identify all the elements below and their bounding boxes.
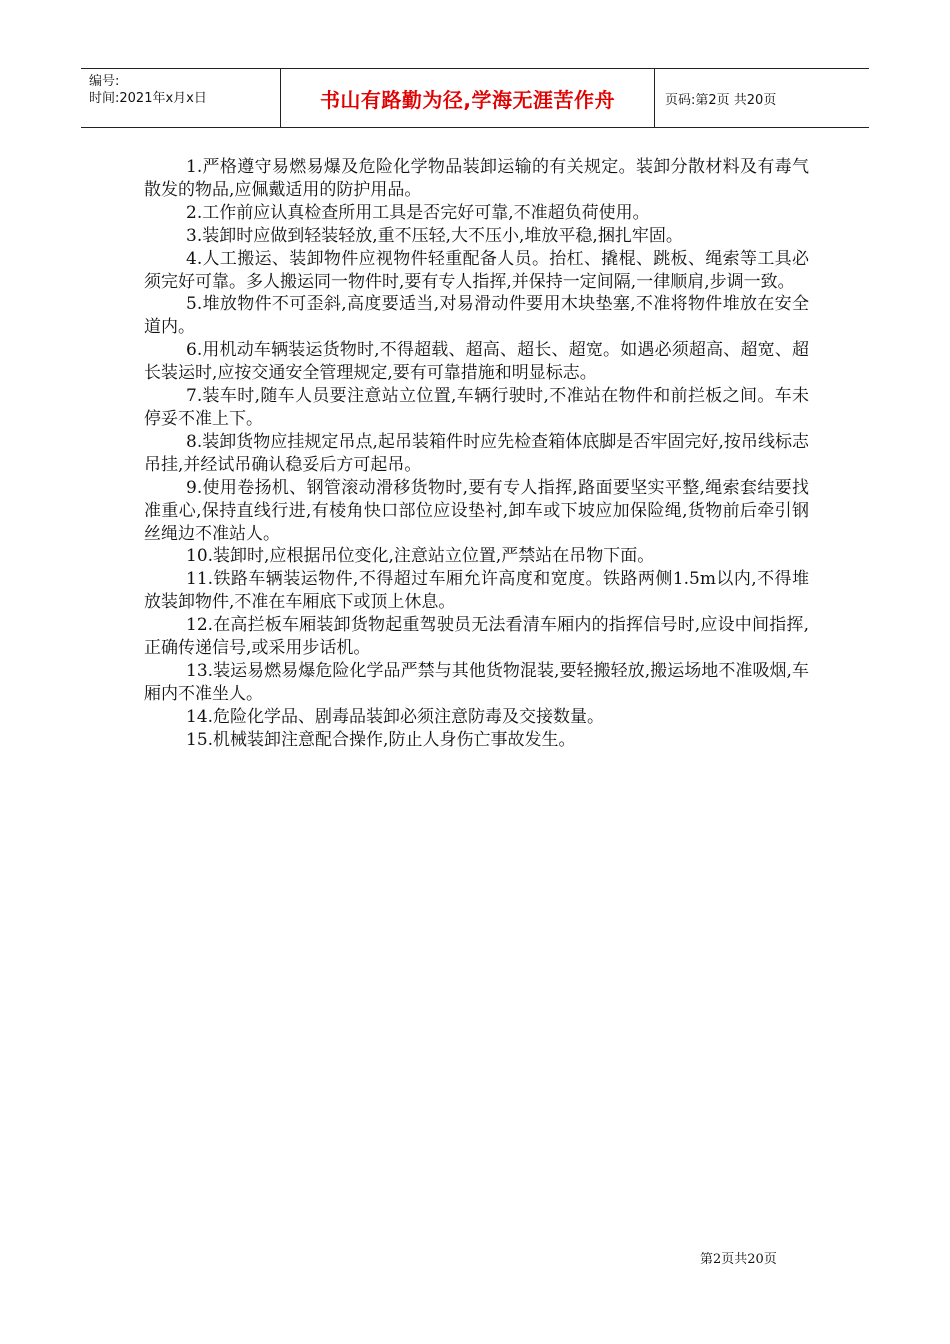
paragraph-9: 9.使用卷扬机、钢管滚动滑移货物时,要有专人指挥,路面要坚实平整,绳索套结要找准重心,保持直线行进,有棱角快口部位应设垫衬,卸车或下坡应加保险绳,货物前后牵引钢丝绳边不准站人。: [144, 477, 809, 544]
paragraph-12: 12.在高拦板车厢装卸货物起重驾驶员无法看清车厢内的指挥信号时,应设中间指挥,正确传递信号,或采用步话机。: [144, 615, 809, 659]
document-number-label: 编号:: [89, 74, 120, 89]
header-meta: [81, 69, 281, 127]
paragraph-7: 7.装车时,随车人员要注意站立位置,车辆行驶时,不准站在物件和前拦板之间。车未停妥不准上下。: [144, 386, 809, 429]
paragraph-11: 11.铁路车辆装运物件,不得超过车厢允许高度和宽度。铁路两侧1.5m以内,不得堆放装卸物件,不准在车厢底下或顶上休息。: [144, 569, 809, 613]
paragraph-15: 15.机械装卸注意配合操作,防止人身伤亡事故发生。: [186, 729, 576, 750]
paragraph-4: 4.人工搬运、装卸物件应视物件轻重配备人员。抬杠、撬棍、跳板、绳索等工具必须完好可靠。多人搬运同一物件时,要有专人指挥,并保持一定间隔,一律顺肩,步调一致。: [144, 248, 809, 292]
paragraph-2: 2.工作前应认真检查所用工具是否完好可靠,不准超负荷使用。: [186, 202, 650, 223]
page-header: [81, 68, 869, 128]
header-page-number: 页码:第2页 共20页: [665, 92, 777, 108]
paragraph-1: 1.严格遵守易燃易爆及危险化学物品装卸运输的有关规定。装卸分散材料及有毒气散发的物品,应佩戴适用的防护用品。: [144, 157, 809, 200]
paragraph-6: 6.用机动车辆装运货物时,不得超载、超高、超长、超宽。如遇必须超高、超宽、超长装运时,应按交通安全管理规定,要有可靠措施和明显标志。: [144, 340, 809, 384]
paragraph-8: 8.装卸货物应挂规定吊点,起吊装箱件时应先检查箱体底脚是否牢固完好,按吊线标志吊挂,并经试吊确认稳妥后方可起吊。: [144, 431, 809, 475]
paragraph-5: 5.堆放物件不可歪斜,高度要适当,对易滑动件要用木块垫塞,不准将物件堆放在安全道内。: [144, 294, 809, 338]
paragraph-14: 14.危险化学品、剧毒品装卸必须注意防毒及交接数量。: [186, 706, 605, 727]
paragraph-3: 3.装卸时应做到轻装轻放,重不压轻,大不压小,堆放平稳,捆扎牢固。: [186, 225, 683, 246]
page-footer-number: 第2页共20页: [700, 1252, 777, 1267]
paragraph-10: 10.装卸时,应根据吊位变化,注意站立位置,严禁站在吊物下面。: [186, 546, 655, 567]
header-motto: 书山有路勤为径,学海无涯苦作舟: [281, 69, 655, 127]
document-date-label: 时间:2021年x月x日: [89, 91, 207, 106]
document-body: [144, 156, 809, 752]
paragraph-13: 13.装运易燃易爆危险化学品严禁与其他货物混装,要轻搬轻放,搬运场地不准吸烟,车厢内不准坐人。: [144, 660, 809, 704]
